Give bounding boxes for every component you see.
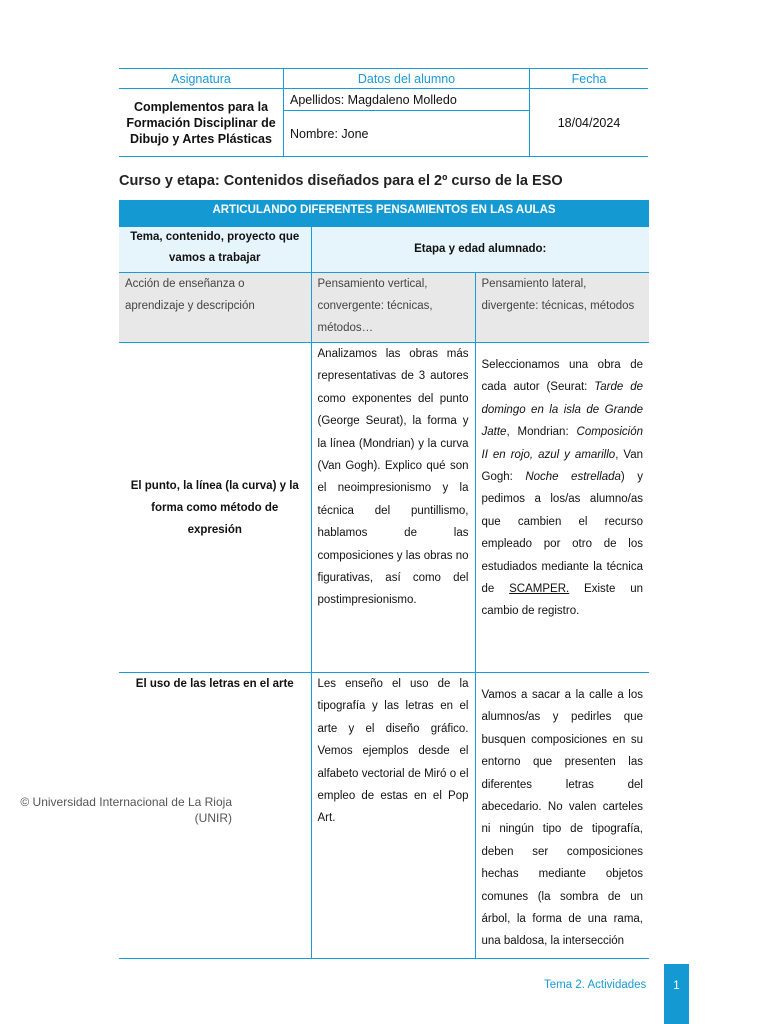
lateral-text-1c: , Mondrian:	[506, 426, 577, 439]
topic-cell-1: El punto, la línea (la curva) y la forma como método de expresión	[119, 343, 311, 673]
lateral-cell-1	[475, 343, 649, 673]
topic-cell-2: El uso de las letras en el arte	[119, 673, 311, 959]
subject-header: Asignatura	[119, 69, 284, 89]
student-name: Nombre: Jone	[284, 111, 530, 157]
student-data-header: Datos del alumno	[284, 69, 530, 89]
lateral-cell-2: Vamos a sacar a la calle a los alumnos/as y pedirles que busquen composiciones en su entorno que presenten las diferentes letras del abecedario. No valen carteles ni ningún tipo de tipografía, deben ser composiciones hechas mediante objetos comunes (la sombra de un árbol, la forma de una rama, una baldosa, la intersección	[475, 673, 649, 959]
vertical-thinking-subheader: Pensamiento vertical, convergente: técnicas, métodos…	[311, 273, 475, 343]
table-banner: ARTICULANDO DIFERENTES PENSAMIENTOS EN LAS AULAS	[119, 200, 649, 227]
student-info-table	[119, 68, 648, 157]
lateral-text-1i: Existe un cambio de registro.	[481, 583, 643, 618]
lateral-thinking-subheader: Pensamiento lateral, divergente: técnicas, métodos	[475, 273, 649, 343]
artwork-title-seurat: Tarde de domingo en la isla de Grande Jatte	[481, 381, 643, 439]
date-header: Fecha	[530, 69, 649, 89]
subject-name: Complementos para la Formación Disciplinar de Dibujo y Artes Plásticas	[119, 89, 284, 157]
copyright-notice: © Universidad Internacional de La Rioja (UNIR)	[20, 795, 232, 825]
submission-date: 18/04/2024	[530, 89, 649, 157]
lateral-text-1a: Seleccionamos una obra de cada autor (Seurat:	[481, 359, 643, 394]
vertical-cell-2: Les enseño el uso de la tipografía y las letras en el arte y el diseño gráfico. Vemos ejemplos desde el alfabeto vectorial de Miró o el empleo de estas en el Pop Art.	[311, 673, 475, 959]
artwork-title-vangogh: Noche estrellada	[525, 471, 621, 484]
student-surname: Apellidos: Magdaleno Molledo	[284, 89, 530, 111]
activities-table	[119, 227, 649, 959]
vertical-cell-1: Analizamos las obras más representativas de 3 autores como exponentes del punto (George Seurat), la forma y la línea (Mondrian) y la curva (Van Gogh). Explico qué son el neoimpresionismo y la técnica del puntillismo, hablamos de las composiciones y las obras no figurativas, así como del postimpresionismo.	[311, 343, 475, 673]
artwork-title-mondrian: Composición II en rojo, azul y amarillo	[481, 426, 643, 461]
scamper-term: SCAMPER.	[509, 583, 570, 596]
lateral-text-1g: ) y pedimos a los/as alumno/as que cambien el recurso empleado por otro de los estudiados mediante la técnica de	[481, 471, 643, 596]
stage-column-header: Etapa y edad alumnado:	[311, 227, 649, 273]
footer-section-label: Tema 2. Actividades	[544, 979, 647, 991]
lateral-text-1e: , Van Gogh:	[481, 448, 643, 484]
topic-column-header: Tema, contenido, proyecto que vamos a trabajar	[119, 227, 311, 273]
course-title: Curso y etapa: Contenidos diseñados para el 2º curso de la ESO	[119, 173, 563, 189]
action-subheader: Acción de enseñanza o aprendizaje y descripción	[119, 273, 311, 343]
page-number: 1	[664, 964, 689, 1024]
